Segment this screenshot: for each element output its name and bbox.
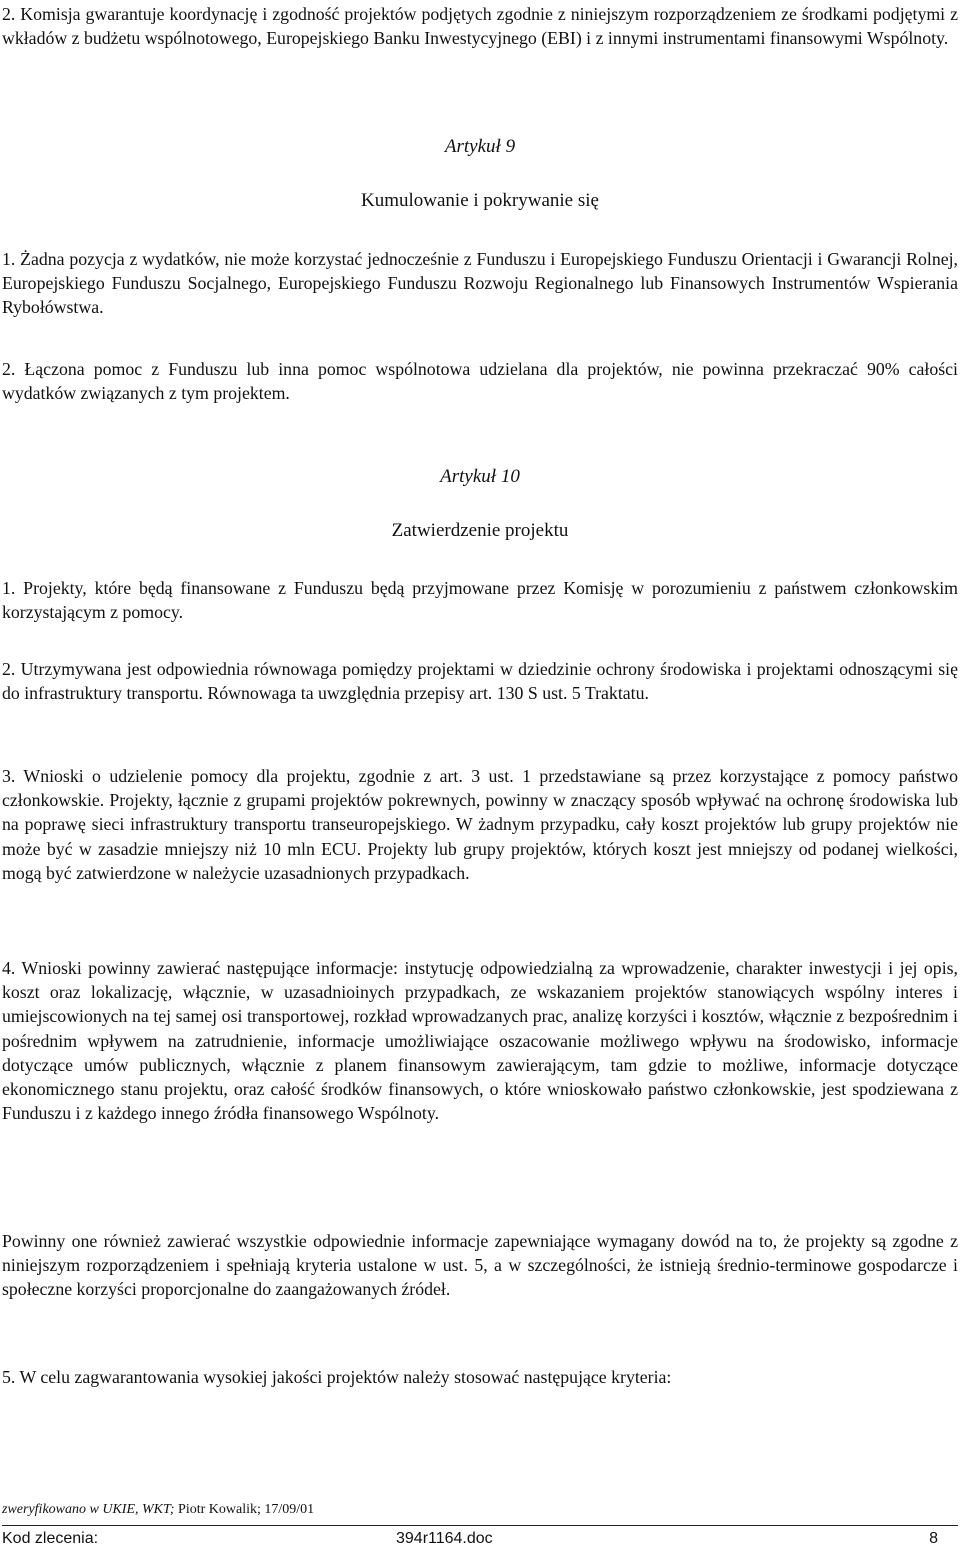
- article8-paragraph-2: 2. Komisja gwarantuje koordynację i zgodność projektów podjętych zgodnie z niniejszym rozporządzeniem ze środkami podjętymi z wkładów z budżetu wspólnotowego, Europejskiego Banku Inwestycyjnego (EBI) i z innymi instrumentami finansowymi Wspólnoty.: [2, 4, 958, 49]
- article10-paragraph-5: 5. W celu zagwarantowania wysokiej jakości projektów należy stosować następujące kryteria:: [2, 1367, 672, 1387]
- page-number: 8: [929, 1530, 938, 1547]
- document-page: [2, 0, 958, 1551]
- verification-note: [2, 1501, 314, 1519]
- article10-paragraph-3: 3. Wnioski o udzielenie pomocy dla projektu, zgodnie z art. 3 ust. 1 przedstawiane są przez korzystające z pomocy państwo członkowskie. Projekty, łącznie z grupami projektów pokrewnych, powinny w znaczący sposób wpływać na ochronę środowiska lub na poprawę sieci infrastruktury transportu transeuropejskiego. W żadnym przypadku, cały koszt projektów lub grupy projektów nie może być w zasadzie mniejszy niż 10 mln ECU. Projekty lub grupy projektów, których koszt jest mniejszy od podanej wielkości, mogą być zatwierdzone w należycie uzasadnionych przypadkach.: [2, 766, 958, 883]
- footer-divider: [2, 1525, 958, 1526]
- article10-number: Artykuł 10: [440, 466, 520, 487]
- article9-paragraph-1: 1. Żadna pozycja z wydatków, nie może korzystać jednocześnie z Funduszu i Europejskiego Funduszu Orientacji i Gwarancji Rolnej, Europejskiego Funduszu Socjalnego, Europejskiego Funduszu Rozwoju Regionalnego lub Finansowych Instrumentów Wspierania Rybołówstwa.: [2, 249, 958, 318]
- article9-title: Kumulowanie i pokrywanie się: [361, 190, 599, 211]
- article10-paragraph-4-continued: Powinny one również zawierać wszystkie odpowiednie informacje zapewniające wymagany dowód na to, że projekty są zgodne z niniejszym rozporządzeniem i spełniają kryteria ustalone w ust. 5, a w szczególności, że istnieją średnio-terminowe gospodarcze i społeczne korzyści proporcjonalne do zaangażowanych źródeł.: [2, 1231, 958, 1300]
- order-code-label: Kod zlecenia:: [2, 1530, 99, 1547]
- document-filename: 394r1164.doc: [396, 1530, 493, 1547]
- article10-paragraph-2: 2. Utrzymywana jest odpowiednia równowaga pomiędzy projektami w dziedzinie ochrony środowiska i projektami odnoszącymi się do infrastruktury transportu. Równowaga ta uwzględnia przepisy art. 130 S ust. 5 Traktatu.: [2, 659, 958, 704]
- verification-note-rest: Piotr Kowalik; 17/09/01: [174, 1502, 315, 1517]
- verification-note-italic: zweryfikowano w UKIE, WKT;: [2, 1502, 175, 1517]
- page-footer: [2, 1528, 958, 1550]
- article10-title: Zatwierdzenie projektu: [391, 520, 569, 541]
- article10-paragraph-4: 4. Wnioski powinny zawierać następujące informacje: instytucję odpowiedzialną za wprowadzenie, charakter inwestycji i jej opis, koszt oraz lokalizację, włącznie, w uzasadnioinych przypadkach, ze wskazaniem projektów stanowiących wspólny interes i umiejscowionych na tej samej osi transportowej, rozkład wprowadzanych prac, analizę korzyści i kosztów, włącznie z bezpośrednim i pośrednim wpływem na zatrudnienie, informacje umożliwiające oszacowanie możliwego wpływu na środowisko, informacje dotyczące umów publicznych, włącznie z planem finansowym zawierającym, tam gdzie to możliwe, informacje dotyczące ekonomicznego stanu projektu, oraz całość środków finansowych, o które wnioskowało państwo członkowskie, jest spodziewana z Funduszu i z każdego innego źródła finansowego Wspólnoty.: [2, 958, 958, 1124]
- article10-paragraph-1: 1. Projekty, które będą finansowane z Funduszu będą przyjmowane przez Komisję w porozumieniu z państwem członkowskim korzystającym z pomocy.: [2, 578, 958, 623]
- article9-paragraph-2: 2. Łączona pomoc z Funduszu lub inna pomoc wspólnotowa udzielana dla projektów, nie powinna przekraczać 90% całości wydatków związanych z tym projektem.: [2, 359, 958, 404]
- article9-number: Artykuł 9: [444, 136, 516, 157]
